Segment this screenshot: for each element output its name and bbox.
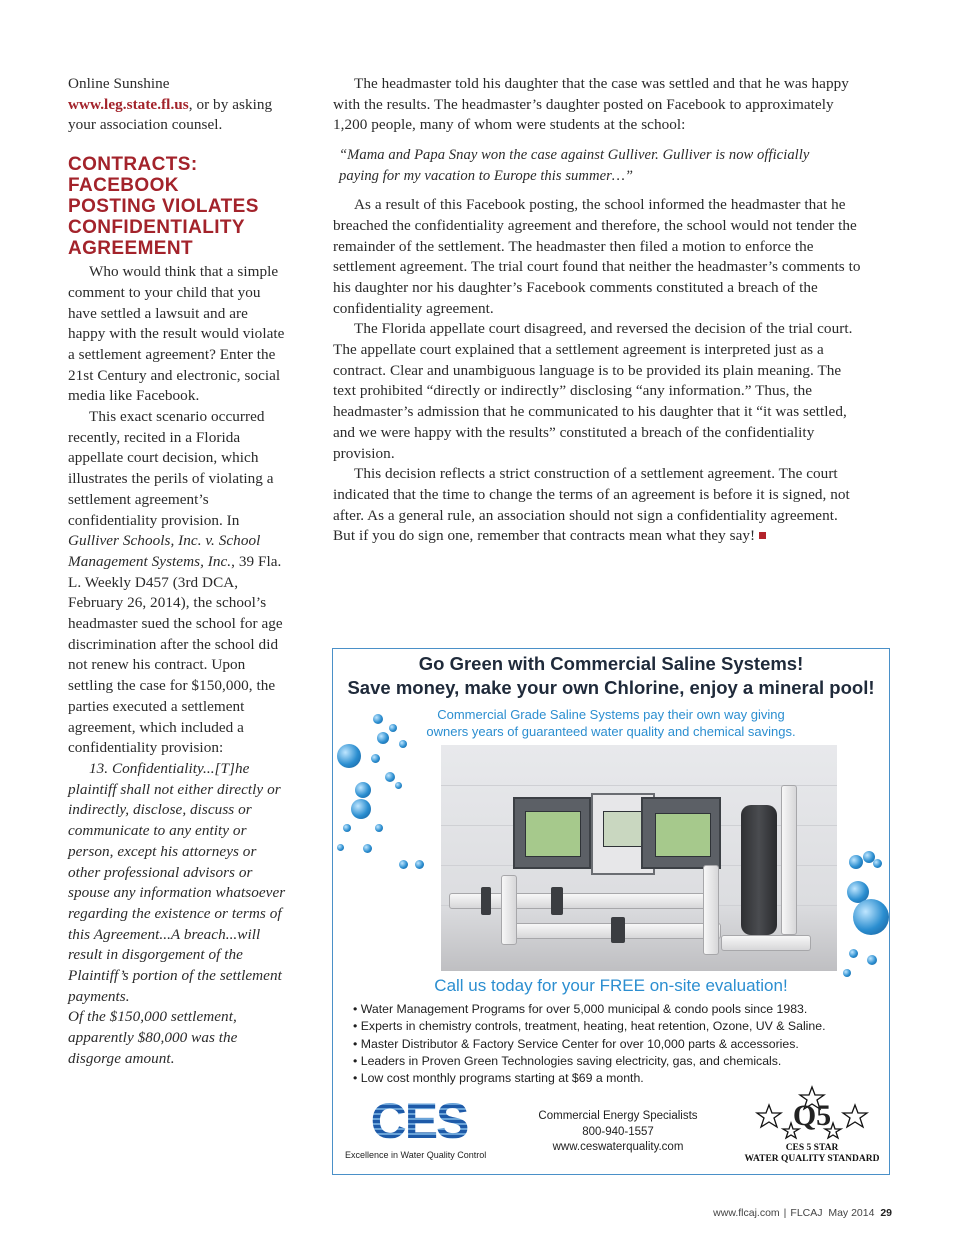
saline-system-photo [441, 745, 837, 971]
list-item: • Master Distributor & Factory Service Center for over 10,000 parts & accessories. [353, 1036, 873, 1053]
ad-subheadline: Commercial Grade Saline Systems pay their own way giving owners years of guaranteed water quality and chemical savings. [426, 707, 796, 739]
heading-line: POSTING VIOLATES [68, 196, 259, 218]
intro-paragraph: Online Sunshine www.leg.state.fl.us, or by asking your association counsel. [68, 75, 273, 134]
right-column [333, 74, 863, 547]
ces-logo [345, 1095, 493, 1165]
end-of-article-mark [759, 532, 766, 539]
body-paragraph: The headmaster told his daughter that the case was settled and that he was happy with the results. The headmaster’s daughter posted on Facebook to approximately 1,200 people, many of whom were students at the school: [333, 75, 849, 134]
left-column [68, 74, 286, 1070]
heading-line: AGREEMENT [68, 238, 193, 260]
list-item: • Experts in chemistry controls, treatment, heating, heat retention, Ozone, UV & Saline. [353, 1018, 873, 1035]
body-paragraph: The Florida appellate court disagreed, and reversed the decision of the trial court. The appellate court explained that a settlement agreement is interpreted just as a contract. Clear and unambiguous language is to be provided its plain meaning. The text prohibited “directly or indirectly” disclosing “any information.” Thus, the headmaster’s admission that he communicated to his daughter that it “it was settled, and we were happy with the results” constituted a breach of the confidentiality provision. [333, 320, 853, 462]
facebook-quote: “Mama and Papa Snay won the case against Gulliver. Gulliver is now officially paying for my vacation to Europe this summer…” [339, 147, 810, 184]
ces-logo-tagline: Excellence in Water Quality Control [345, 1150, 487, 1160]
section-heading [68, 154, 286, 259]
page-footer: www.flcaj.com | FLCAJ May 2014 29 [713, 1207, 892, 1219]
q5-five-star-badge: Q5 CES 5 STAR WATER QUALITY STANDARD [741, 1085, 883, 1169]
footer-site-link[interactable]: www.flcaj.com [713, 1207, 780, 1219]
ad-contact-block [508, 1109, 728, 1156]
list-item: • Leaders in Proven Green Technologies saving electricity, gas, and chemicals. [353, 1053, 873, 1070]
body-paragraph: As a result of this Facebook posting, the school informed the headmaster that he breached the confidentiality agreement and therefore, the school would not tender the remainder of the settlement. The headmaster then filed a motion to enforce the settlement agreement. The trial court found that neither the headmaster’s comments to his daughter nor his daughter’s Facebook comments constituted a breach of the confidentiality agreement. [333, 196, 861, 317]
ad-bullet-list [353, 1001, 873, 1087]
body-paragraph: This exact scenario occurred recently, recited in a Florida appellate court decision, which illustrates the perils of violating a settlement agreement’s confidentiality provision. In Gulliver Schools, Inc. v. School Management Systems, Inc., 39 Fla. L. Weekly D457 (3rd DCA, February 26, 2014), the school’s headmaster sued the school for age discrimination after the school did not renew his contract. Upon settling the case for $150,000, the parties executed a settlement agreement, which included a confidentiality provision: [68, 408, 283, 757]
heading-line: CONFIDENTIALITY [68, 217, 245, 239]
ad-headline: Save money, make your own Chlorine, enjoy a mineral pool! [347, 677, 875, 698]
contract-quote: 13. Confidentiality...[T]he plaintiff shall not either directly or indirectly, disclose, discuss or communicate to any entity or person, except his attorneys or other professional advisors or spouse any information whatsoever regarding the existence or terms of this Agreement...A breach...will result in disgorgement of the Plaintiff’s portion of the settlement payments. [68, 759, 286, 1005]
ad-headline: Go Green with Commercial Saline Systems! [418, 653, 804, 674]
footer-publication: FLCAJ [790, 1207, 823, 1219]
water-bubbles-left-lower-icon [393, 854, 433, 884]
company-name: Commercial Energy Specialists [538, 1110, 698, 1122]
phone-number[interactable]: 800-940-1557 [582, 1125, 654, 1138]
list-item: • Low cost monthly programs starting at $69 a month. [353, 1070, 873, 1087]
footer-issue: May 2014 [828, 1207, 875, 1219]
ces-advertisement[interactable] [332, 648, 890, 1175]
ces-logo-wordmark: CES [349, 1095, 489, 1147]
five-star-icon [741, 1085, 883, 1143]
q5-mark: Q5 [792, 1099, 832, 1132]
body-paragraph: Who would think that a simple comment to your child that you have settled a lawsuit and are happy with the result would violate a settlement agreement? Enter the 21st Century and electronic, social media like Facebook. [68, 263, 285, 405]
website-link[interactable]: www.ceswaterquality.com [552, 1141, 684, 1153]
body-paragraph: This decision reflects a strict construction of a settlement agreement. The court indicated that the time to change the terms of an agreement is before it is signed, not after. As a general rule, an association should not sign a confidentiality agreement. But if you do sign one, remember that contracts mean what they say! [333, 465, 850, 545]
page-number: 29 [880, 1207, 892, 1219]
legislature-link[interactable]: www.leg.state.fl.us [68, 95, 189, 113]
ad-call-to-action[interactable]: Call us today for your FREE on-site evaluation! [434, 976, 788, 995]
case-citation: Gulliver Schools, Inc. v. School Management Systems, Inc. [68, 532, 261, 570]
heading-line: CONTRACTS: [68, 154, 198, 176]
list-item: • Water Management Programs for over 5,000 municipal & condo pools since 1983. [353, 1001, 873, 1018]
closing-note: Of the $150,000 settlement, apparently $80,000 was the disgorge amount. [68, 1008, 238, 1067]
heading-line: FACEBOOK [68, 175, 179, 197]
